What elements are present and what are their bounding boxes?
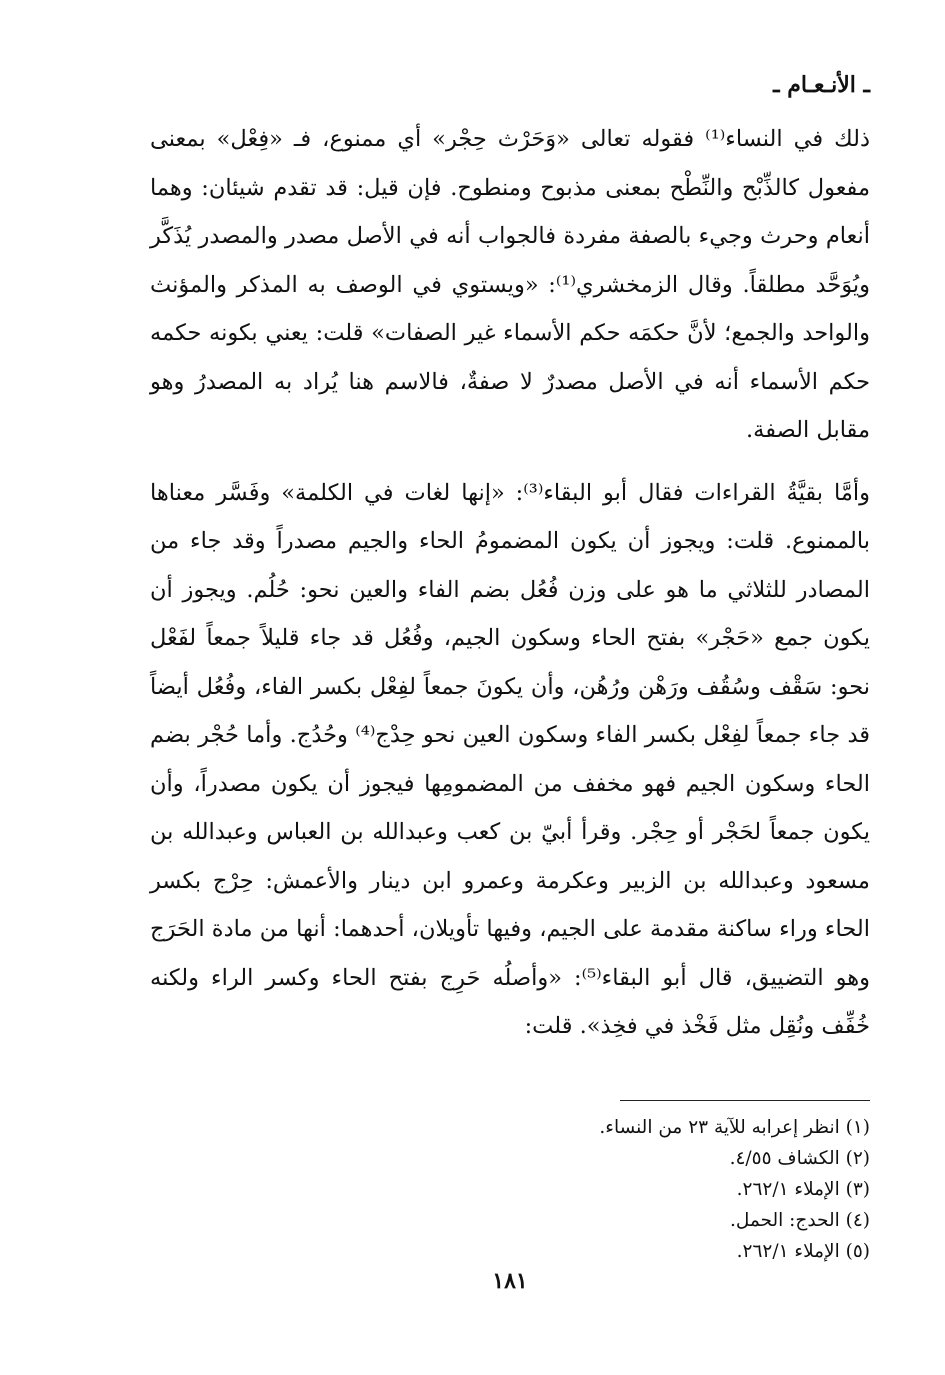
footnote-2: (٢) الكشاف ٤/٥٥. xyxy=(729,1148,870,1169)
footnote-5: (٥) الإملاء ٢٦٢/١. xyxy=(736,1241,870,1262)
main-text xyxy=(150,115,870,1051)
page-number: ١٨١ xyxy=(492,1268,528,1294)
footnote-divider xyxy=(620,1100,870,1101)
footnote-1: (١) انظر إعرابه للآية ٢٣ من النساء. xyxy=(599,1117,870,1138)
running-header: ـ الأنـعـام ـ xyxy=(773,72,870,98)
paragraph-2: وأمَّا بقيَّةُ القراءات فقال أبو البقاء⁽³⁾: «إنها لغات في الكلمة» وفَسَّر معناها بالممنوع. قلت: ويجوز أن يكون المضمومُ الحاء والجيم مصدراً وقد جاء من المصادر للثلاثي ما هو على وزن فُعُل بضم الفاء والعين نحو: حُلُم. ويجوز أن يكون جمع «حَجْر» بفتح الحاء وسكون الجيم، وفُعُل قد جاء قليلاً جمعاً لفَعْل نحو: سَقْف وسُقُف ورَهْن ورُهُن، وأن يكونَ جمعاً لفِعْل بكسر الفاء، وفُعُل أيضاً قد جاء جمعاً لفِعْل بكسر الفاء وسكون العين نحو حِدْج⁽⁴⁾ وحُدُج. وأما حُجْر بضم الحاء وسكون الجيم فهو مخفف من المضمومِها فيجوز أن يكون مصدراً، وأن يكون جمعاً لحَجْر أو حِجْر. وقرأ أبيّ بن كعب وعبدالله بن العباس وعبدالله بن مسعود وعبدالله بن الزبير وعكرمة وعمرو ابن دينار والأعمش: حِرْج بكسر الحاء وراء ساكنة مقدمة على الجيم، وفيها تأويلان، أحدهما: أنها من مادة الحَرَج وهو التضييق، قال أبو البقاء⁽⁵⁾: «وأصلُه حَرِج بفتح الحاء وكسر الراء ولكنه خُفِّف ونُقِل مثل فَخْذ في فخِذ». قلت: xyxy=(150,479,871,1039)
footnote-3: (٣) الإملاء ٢٦٢/١. xyxy=(736,1179,870,1200)
footnote-4: (٤) الحدج: الحمل. xyxy=(729,1210,870,1231)
footnotes-list xyxy=(150,1112,870,1267)
paragraph-1: ذلك في النساء⁽¹⁾ فقوله تعالى «وَحَرْث حِجْر» أي ممنوع، فـ «فِعْل» بمعنى مفعول كالذِّبْح والنِّطْح بمعنى مذبوح ومنطوح. فإن قيل: قد تقدم شيئان: وهما أنعام وحرث وجيء بالصفة مفردة فالجواب أنه في الأصل مصدر والمصدر يُذَكَّر ويُوَحَّد مطلقاً. وقال الزمخشري⁽¹⁾: «ويستوي في الوصف به المذكر والمؤنث والواحد والجمع؛ لأنَّ حكمَه حكم الأسماء غير الصفات» قلت: يعني بكونه حكمه حكم الأسماء أنه في الأصل مصدرٌ لا صفةٌ، فالاسم هنا يُراد به المصدرُ وهو مقابل الصفة. xyxy=(150,126,870,443)
